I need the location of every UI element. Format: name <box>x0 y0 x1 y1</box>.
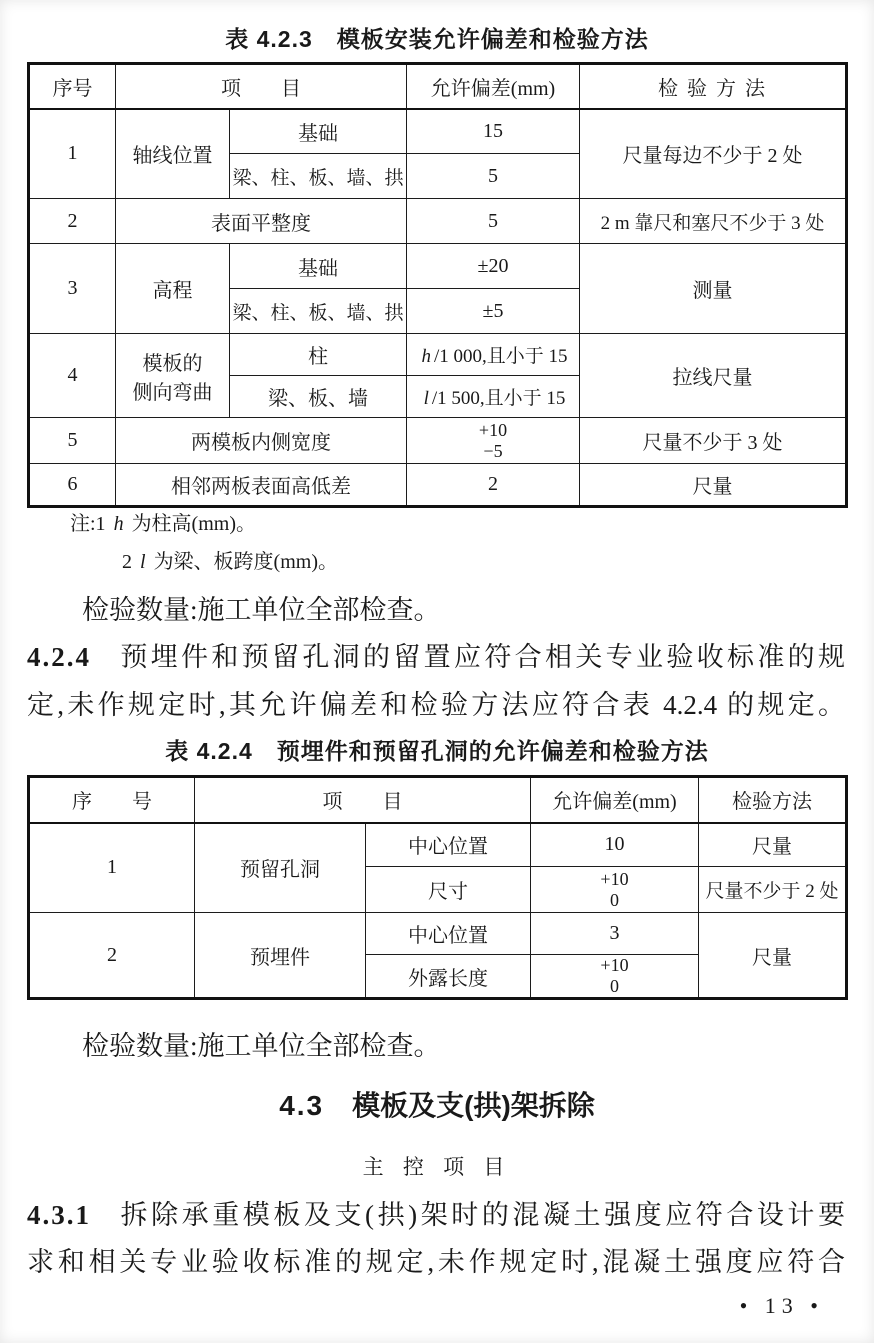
cell-deviation: ±5 <box>407 289 580 334</box>
deviation-minus: −5 <box>483 440 503 461</box>
cell-item: 表面平整度 <box>116 199 407 244</box>
section-4-3-heading <box>0 1088 874 1124</box>
page-number: • 13 • <box>739 1293 824 1318</box>
cell-method: 尺量 <box>699 823 847 867</box>
cell-no: 2 <box>29 199 116 244</box>
table-row <box>29 64 847 109</box>
table-4-2-3-caption: 表 4.2.3 模板安装允许偏差和检验方法 <box>225 26 649 52</box>
subsection-heading: 主 控 项 目 <box>362 1155 512 1179</box>
cell-deviation: 10 <box>531 823 699 867</box>
table-4-2-4 <box>27 775 848 1000</box>
clause-4-2-4-line1 <box>27 640 845 674</box>
table-row <box>29 418 847 464</box>
cell-no: 1 <box>29 823 195 913</box>
cell-deviation <box>407 376 580 418</box>
cell-subitem: 中心位置 <box>366 823 531 867</box>
clause-text: 拆除承重模板及支(拱)架时的混凝土强度应符合设计要 <box>117 1200 845 1230</box>
table-row <box>29 334 847 376</box>
cell-method: 尺量不少于 2 处 <box>699 867 847 913</box>
cell-no: 5 <box>29 418 116 464</box>
header-method: 检 验 方 法 <box>580 64 847 109</box>
cell-method: 2 m 靠尺和塞尺不少于 3 处 <box>580 199 847 244</box>
header-item: 项 目 <box>195 777 531 823</box>
cell-deviation: 3 <box>531 913 699 955</box>
deviation-plus: +10 <box>600 955 629 975</box>
inspection-quantity-1: 检验数量:施工单位全部检查。 <box>82 595 441 625</box>
deviation-plus: +10 <box>600 868 629 889</box>
deviation-stack <box>531 869 698 911</box>
cell-deviation <box>407 418 580 464</box>
cell-item: 两模板内侧宽度 <box>116 418 407 464</box>
cell-no: 4 <box>29 334 116 418</box>
section-number: 4.3 <box>279 1090 325 1121</box>
table-row <box>29 913 847 955</box>
clause-number: 4.3.1 <box>27 1200 91 1230</box>
cell-deviation <box>531 867 699 913</box>
header-no: 序号 <box>29 64 116 109</box>
cell-subitem: 梁、板、墙 <box>230 376 407 418</box>
deviation-text: /1 500,且小于 15 <box>431 388 566 409</box>
header-item: 项 目 <box>116 64 407 109</box>
table-4-2-3 <box>27 62 848 508</box>
note-number: 2 <box>122 551 132 573</box>
cell-method: 测量 <box>580 244 847 334</box>
clause-number: 4.2.4 <box>27 642 91 672</box>
deviation-zero: 0 <box>610 889 619 910</box>
cell-no: 6 <box>29 464 116 507</box>
cell-method: 尺量 <box>699 913 847 999</box>
table-note-2 <box>122 547 338 577</box>
cell-deviation: 5 <box>407 154 580 199</box>
deviation-stack <box>407 420 579 462</box>
table-row <box>29 244 847 289</box>
variable-l: l <box>140 551 146 573</box>
clause-4-3-1-line2: 求和相关专业验收标准的规定,未作规定时,混凝土强度应符合 <box>27 1247 845 1277</box>
table-row <box>29 109 847 154</box>
cell-method: 尺量 <box>580 464 847 507</box>
variable-h: h <box>113 513 124 535</box>
cell-no: 3 <box>29 244 116 334</box>
inspection-quantity-2: 检验数量:施工单位全部检查。 <box>82 1031 441 1061</box>
cell-item <box>116 334 230 418</box>
table-row <box>29 823 847 867</box>
deviation-text: /1 000,且小于 15 <box>433 346 568 367</box>
deviation-plus: +10 <box>478 419 508 440</box>
variable-l: l <box>423 388 429 409</box>
cell-no: 2 <box>29 913 195 999</box>
cell-item: 预留孔洞 <box>195 823 366 913</box>
clause-text: 预埋件和预留孔洞的留置应符合相关专业验收标准的规 <box>117 642 845 672</box>
variable-h: h <box>421 346 431 367</box>
deviation-zero: 0 <box>610 976 619 996</box>
cell-subitem: 中心位置 <box>366 913 531 955</box>
cell-subitem: 梁、柱、板、墙、拱 <box>230 289 407 334</box>
cell-item-line: 模板的 <box>142 352 203 375</box>
section-title: 模板及支(拱)架拆除 <box>352 1090 595 1121</box>
note-text: 为柱高(mm)。 <box>131 513 256 535</box>
cell-deviation: ±20 <box>407 244 580 289</box>
clause-4-3-1-line1 <box>27 1198 845 1232</box>
note-text: 为梁、板跨度(mm)。 <box>153 551 338 573</box>
header-method: 检验方法 <box>699 777 847 823</box>
cell-deviation: 5 <box>407 199 580 244</box>
table-note-1 <box>70 509 256 539</box>
cell-subitem: 梁、柱、板、墙、拱 <box>230 154 407 199</box>
header-deviation: 允许偏差(mm) <box>407 64 580 109</box>
table-row <box>29 777 847 823</box>
header-no: 序 号 <box>29 777 195 823</box>
cell-item: 轴线位置 <box>116 109 230 199</box>
cell-item: 相邻两板表面高低差 <box>116 464 407 507</box>
deviation-stack <box>531 955 698 997</box>
cell-subitem: 基础 <box>230 109 407 154</box>
cell-no: 1 <box>29 109 116 199</box>
table-row <box>29 464 847 507</box>
header-deviation: 允许偏差(mm) <box>531 777 699 823</box>
cell-deviation: 15 <box>407 109 580 154</box>
cell-item: 预埋件 <box>195 913 366 999</box>
cell-method: 拉线尺量 <box>580 334 847 418</box>
cell-item-line: 侧向弯曲 <box>132 381 213 404</box>
table-4-2-4-caption: 表 4.2.4 预埋件和预留孔洞的允许偏差和检验方法 <box>165 738 709 764</box>
cell-method: 尺量不少于 3 处 <box>580 418 847 464</box>
cell-subitem: 基础 <box>230 244 407 289</box>
cell-deviation: 2 <box>407 464 580 507</box>
cell-subitem: 柱 <box>230 334 407 376</box>
cell-item: 高程 <box>116 244 230 334</box>
note-label: 注:1 <box>70 513 106 535</box>
clause-4-2-4-line2: 定,未作规定时,其允许偏差和检验方法应符合表 4.2.4 的规定。 <box>27 690 845 720</box>
cell-deviation <box>407 334 580 376</box>
cell-method: 尺量每边不少于 2 处 <box>580 109 847 199</box>
cell-subitem: 外露长度 <box>366 955 531 999</box>
cell-deviation <box>531 955 699 999</box>
table-row <box>29 199 847 244</box>
cell-subitem: 尺寸 <box>366 867 531 913</box>
